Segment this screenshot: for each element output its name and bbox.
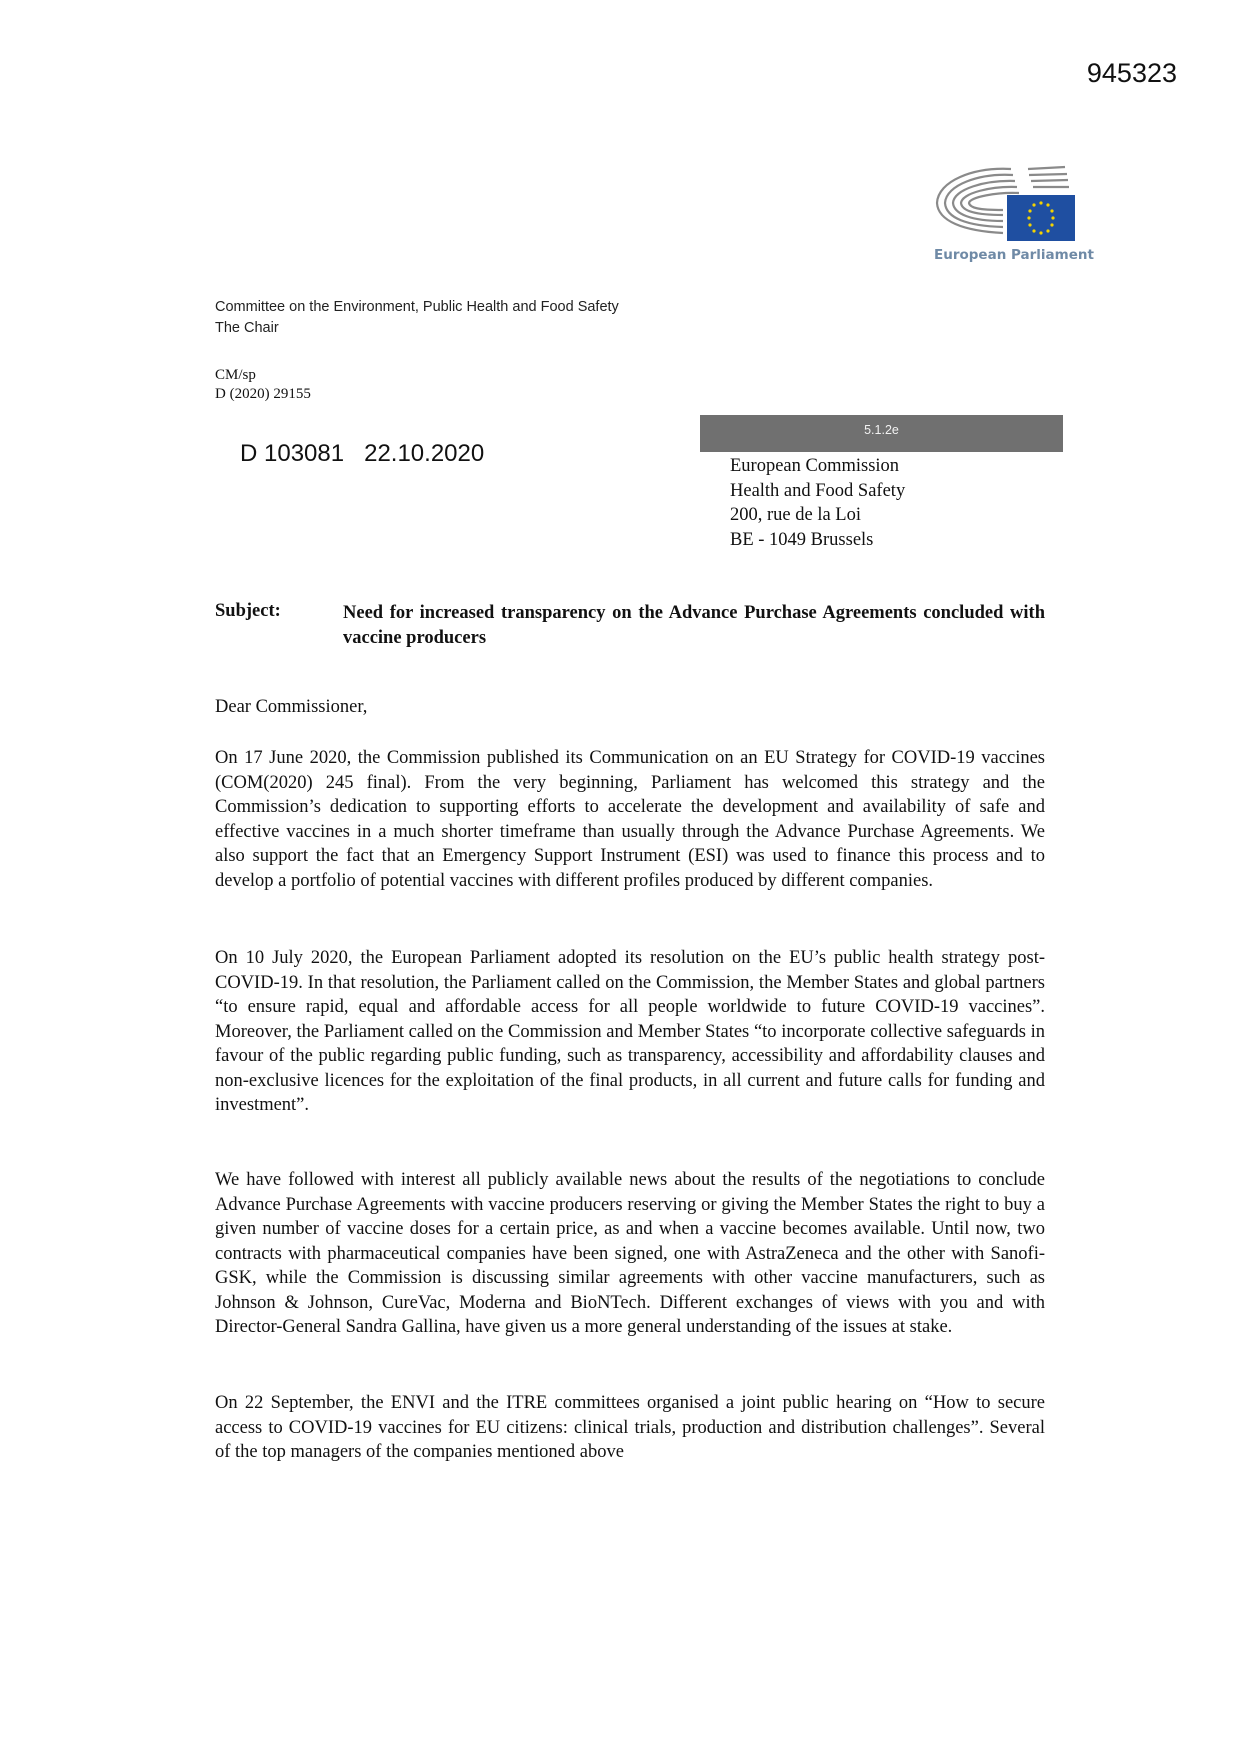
committee-name: Committee on the Environment, Public Health and Food Safety xyxy=(215,299,619,315)
recipient-address xyxy=(730,454,905,552)
document-number: 945323 xyxy=(1086,58,1177,88)
subject-label: Subject: xyxy=(215,601,281,621)
recipient-line-3: 200, rue de la Loi xyxy=(730,505,861,525)
sender-block xyxy=(215,297,619,339)
logo-text: European Parliament xyxy=(934,247,1094,263)
recipient-line-4: BE - 1049 Brussels xyxy=(730,529,874,550)
redaction-label: 5.1.2e xyxy=(864,423,899,437)
european-parliament-logo xyxy=(933,163,1094,263)
parliament-hemicycle-icon xyxy=(933,163,1075,243)
recipient-line-2: Health and Food Safety xyxy=(730,480,906,501)
initials: CM/sp xyxy=(215,367,256,383)
paragraph-3: We have followed with interest all publicly available news about the results of the negotiations to conclude Advance Purchase Agreements with vaccine producers reserving or giving the Member States the right to buy a given number of vaccine doses for a certain price, as and when a vaccine becomes available. Until now, two contracts with pharmaceutical companies have been signed, one with AstraZeneca and the other with Sanofi-GSK, while the Commission is discussing similar agreements with other vaccine manufacturers, such as Johnson & Johnson, CureVac, Moderna and BioNTech. Different exchanges of views with you and with Director-General Sandra Gallina, have given us a more general understanding of the issues at stake. xyxy=(215,1170,1045,1337)
registration-stamp: D 103081 22.10.2020 xyxy=(240,440,485,467)
sender-role: The Chair xyxy=(215,320,279,336)
recipient-line-1: European Commission xyxy=(730,456,900,476)
paragraph-4: On 22 September, the ENVI and the ITRE committees organised a joint public hearing on “How to secure access to COVID-19 vaccines for EU citizens: clinical trials, production and distribution challenges”. Several of the top managers of the companies mentioned above xyxy=(215,1393,1045,1462)
paragraph-1: On 17 June 2020, the Commission published its Communication on an EU Strategy for COVID-19 vaccines (COM(2020) 245 final). From the very beginning, Parliament has welcomed this strategy and the Commission’s dedication to supporting efforts to accelerate the development and availability of safe and effective vaccines in a much shorter timeframe than usually through the Advance Purchase Agreements. We also support the fact that an Emergency Support Instrument (ESI) was used to finance this process and to develop a portfolio of potential vaccines with different profiles produced by different companies. xyxy=(215,748,1045,891)
reference-block xyxy=(215,366,311,404)
subject-text: Need for increased transparency on the Advance Purchase Agreements concluded with vaccine producers xyxy=(343,603,1045,648)
redaction-bar xyxy=(700,415,1063,452)
salutation: Dear Commissioner, xyxy=(215,697,368,717)
document-reference: D (2020) 29155 xyxy=(215,386,311,402)
paragraph-2: On 10 July 2020, the European Parliament adopted its resolution on the EU’s public health strategy post-COVID-19. In that resolution, the Parliament called on the Commission, the Member States and global partners “to ensure rapid, equal and affordable access for all people worldwide to future COVID-19 vaccines”. Moreover, the Parliament called on the Commission and Member States “to incorporate collective safeguards in favour of the public regarding public funding, such as transparency, accessibility and affordability clauses and non-exclusive licences for the exploitation of the final products, in all current and future calls for funding and investment”. xyxy=(215,948,1045,1115)
